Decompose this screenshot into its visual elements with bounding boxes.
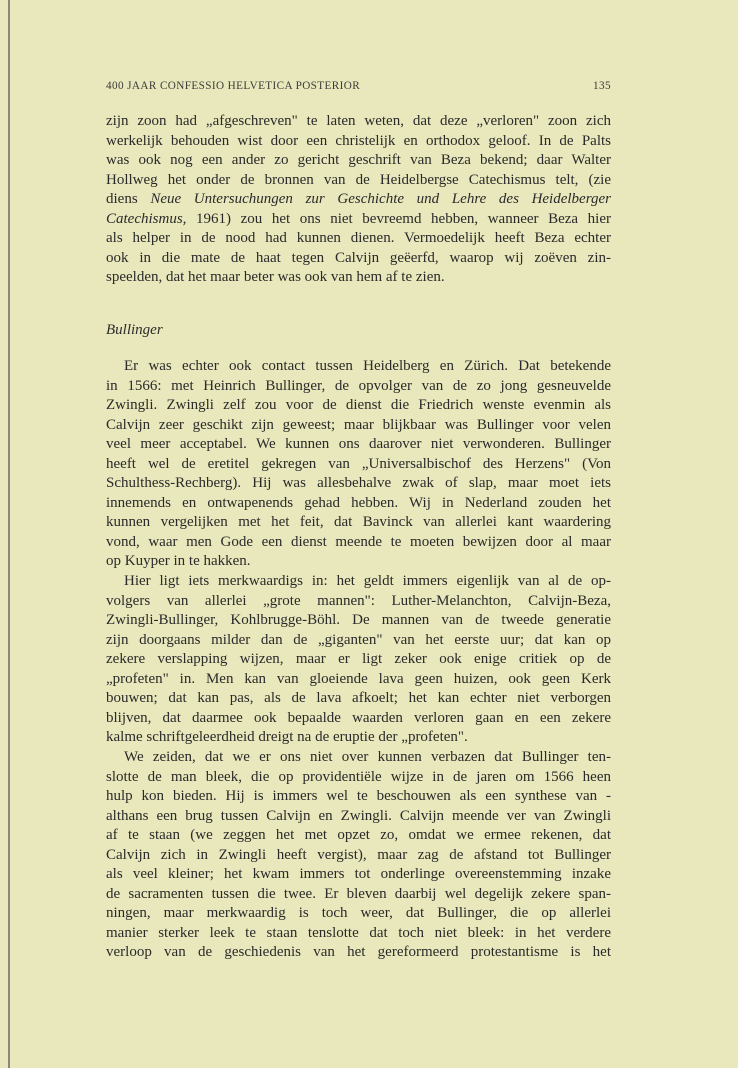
text-line: speelden, dat het maar beter was ook van hem af te zien. xyxy=(106,269,445,286)
text-line: ook in die mate de haat tegen Calvijn geëerfd, waarop wij zoëven zin- xyxy=(106,249,611,266)
text-line: kunnen vergelijken met het feit, dat Bavinck van allerlei kant waardering xyxy=(106,514,611,531)
running-title: 400 JAAR CONFESSIO HELVETICA POSTERIOR xyxy=(106,80,361,92)
text-line: Hollweg het onder de bronnen van de Heidelbergse Catechismus telt, (zie xyxy=(106,171,611,188)
text-line: af te staan (we zeggen het met opzet zo, omdat we ermee rekenen, dat xyxy=(106,827,611,844)
text-line: zekere verslapping wijzen, maar er ligt zeker ook enige critiek op de xyxy=(106,651,611,668)
book-title: Catechismus, xyxy=(106,210,187,227)
book-title: Neue Untersuchungen zur Geschichte und Lehre des Heidelberger xyxy=(150,191,611,208)
text-line-with-italic-title xyxy=(106,190,611,210)
text-line: werkelijk behouden wist door een christelijk en orthodox geloof. In de Palts xyxy=(106,132,611,149)
text-line-with-italic-title: Catechismus, 1961) zou het ons niet bevreemd hebben, wanneer Beza hier xyxy=(106,210,611,227)
page-header xyxy=(106,80,611,98)
text-line: innemends en ontwapenends gehad hebben. Wij in Nederland zouden het xyxy=(106,494,611,511)
text-line: Zwingli. Zwingli zelf zou voor de dienst die Friedrich wenste evenmin als xyxy=(106,397,611,414)
text-line: Calvijn zeer geschikt zijn geweest; maar blijkbaar was Bullinger voor velen xyxy=(106,416,611,433)
text-line: bouwen; dat kan pas, als de lava afkoelt; het kan echter niet verborgen xyxy=(106,690,611,707)
paragraph-3 xyxy=(106,572,611,748)
text-line: als helper in de nood had kunnen dienen. Vermoedelijk heeft Beza echter xyxy=(106,230,611,247)
text-line: op Kuyper in te hakken. xyxy=(106,553,251,570)
text-line: Hier ligt iets merkwaardigs in: het geldt immers eigenlijk van al de op- xyxy=(124,573,611,590)
text-line: kalme schriftgeleerdheid dreigt na de eruptie der „profeten". xyxy=(106,729,468,746)
scan-left-edge xyxy=(8,0,10,1068)
book-title-part1: diens Neue Untersuchungen zur Geschichte und Lehre des Heidelberger xyxy=(106,191,611,208)
paragraph-4 xyxy=(106,748,611,963)
text-line: ningen, maar merkwaardig is toch weer, dat Bullinger, die op allerlei xyxy=(106,905,611,922)
text-line: We zeiden, dat we er ons niet over kunnen verbazen dat Bullinger ten- xyxy=(124,748,611,765)
text-line: Calvijn zich in Zwingli heeft vergist), maar zag de afstand tot Bullinger xyxy=(106,846,611,863)
body-text xyxy=(106,112,611,963)
section-heading: Bullinger xyxy=(106,322,163,339)
text-line: Schulthess-Rechberg). Hij was allesbehalve zwak of slap, maar moet iets xyxy=(106,475,611,492)
text-line: Zwingli-Bullinger, Kohlbrugge-Böhl. De mannen van de tweede generatie xyxy=(106,612,611,629)
text-line: blijven, dat daarmee ook bepaalde waarden verloren gaan en een zekere xyxy=(106,709,611,726)
text-line: heeft wel de eretitel gekregen van „Universalbischof des Herzens" (Von xyxy=(106,455,611,472)
text-line: volgers van allerlei „grote mannen": Luther-Melanchton, Calvijn-Beza, xyxy=(106,592,611,609)
text-line: veel meer acceptabel. We kunnen ons daarover niet verwonderen. Bullinger xyxy=(106,436,611,453)
text-line: in 1566: met Heinrich Bullinger, de opvolger van de zo jong gesneuvelde xyxy=(106,377,611,394)
text-line: vond, waar men Gode een dienst meende te moeten bewijzen door al maar xyxy=(106,533,611,550)
paragraph-1 xyxy=(106,112,611,288)
text-line: „profeten" in. Men kan van gloeiende lava geen huizen, ook geen Kerk xyxy=(106,670,611,687)
text-line: slotte de man bleek, die op providentiële wijze in de jaren om 1566 heen xyxy=(106,768,611,785)
text-line: manier sterker leek te staan tenslotte dat toch niet bleek: in het verdere xyxy=(106,924,611,941)
text-line: verloop van de geschiedenis van het gereformeerd protestantisme is het xyxy=(106,944,611,961)
text-line: Er was echter ook contact tussen Heidelberg en Zürich. Dat betekende xyxy=(124,358,611,375)
page-number: 135 xyxy=(593,80,611,92)
text-line: hulp kon bieden. Hij is immers wel te beschouwen als een synthese van - xyxy=(106,788,611,805)
paragraph-2 xyxy=(106,357,611,572)
text-line: was ook nog een ander zo gericht geschrift van Beza bekend; daar Walter xyxy=(106,152,611,169)
text-line: de sacramenten tussen die twee. Er bleven daarbij wel degelijk zekere span- xyxy=(106,885,611,902)
text-line: zijn zoon had „afgeschreven" te laten weten, dat deze „verloren" zoon zich xyxy=(106,113,611,129)
text-line: als veel kleiner; het kwam immers tot onderlinge overeenstemming inzake xyxy=(106,866,611,883)
text-line: althans een brug tussen Calvijn en Zwingli. Calvijn meende ver van Zwingli xyxy=(106,807,611,824)
text-line: zijn doorgaans milder dan de „giganten" van het eerste uur; dat kan op xyxy=(106,631,611,648)
